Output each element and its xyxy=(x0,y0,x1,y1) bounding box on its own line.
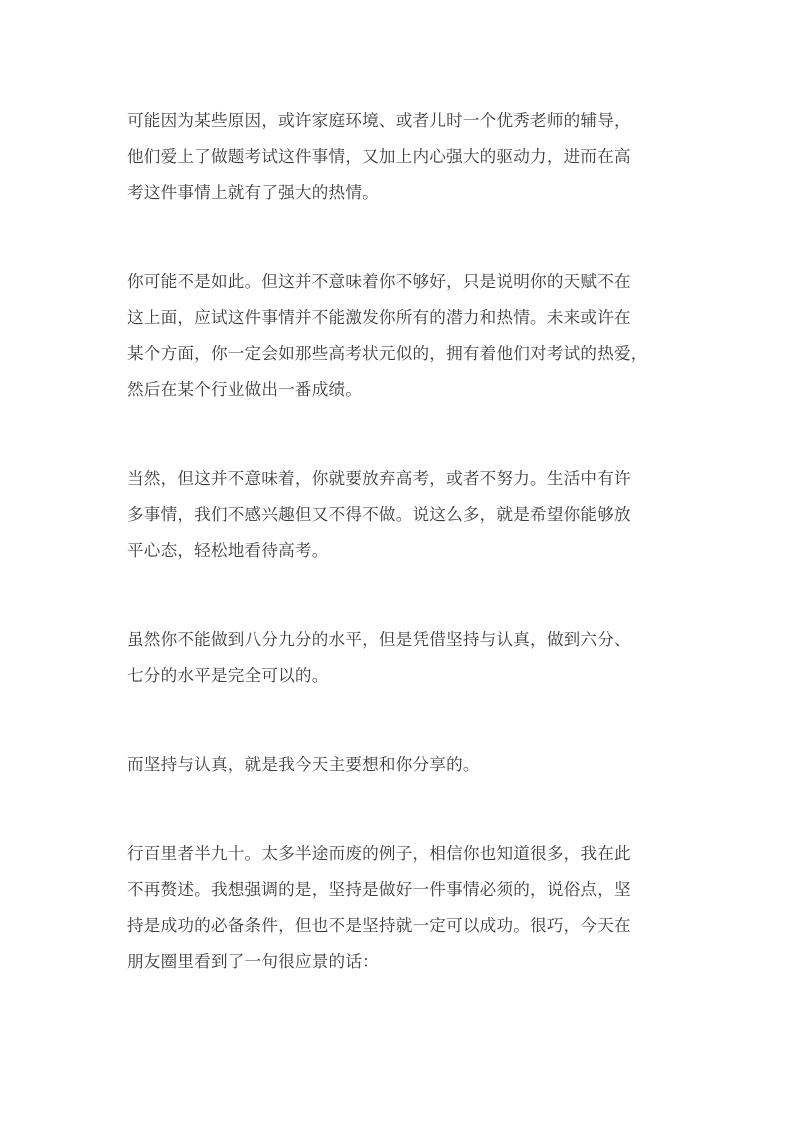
paragraph-gap xyxy=(127,211,672,264)
paragraph-gap xyxy=(127,694,672,747)
document-body xyxy=(127,103,672,980)
paragraph-2 xyxy=(127,264,672,408)
paragraph-1 xyxy=(127,103,672,211)
text-line: 然后在某个行业做出一番成绩。 xyxy=(127,380,363,399)
paragraph-3 xyxy=(127,461,672,569)
text-line: 可能因为某些原因，或许家庭环境、或者儿时一个优秀老师的辅导， xyxy=(127,111,631,130)
text-line: 不再赘述。我想强调的是，坚持是做好一件事情必须的，说俗点，坚 xyxy=(127,880,631,899)
text-line: 七分的水平是完全可以的。 xyxy=(127,666,329,685)
text-line: 多事情，我们不感兴趣但又不得不做。说这么多，就是希望你能够放 xyxy=(127,505,631,524)
paragraph-6 xyxy=(127,836,672,980)
paragraph-gap xyxy=(127,408,672,461)
text-line: 他们爱上了做题考试这件事情，又加上内心强大的驱动力，进而在高 xyxy=(127,147,631,166)
text-line: 朋友圈里看到了一句很应景的话： xyxy=(127,952,379,971)
text-line: 而坚持与认真，就是我今天主要想和你分享的。 xyxy=(127,755,480,774)
text-line: 你可能不是如此。但这并不意味着你不够好，只是说明你的天赋不在 xyxy=(127,272,631,291)
paragraph-gap xyxy=(127,783,672,836)
text-line: 虽然你不能做到八分九分的水平，但是凭借坚持与认真，做到六分、 xyxy=(127,630,631,649)
paragraph-gap xyxy=(127,569,672,622)
text-line: 考这件事情上就有了强大的热情。 xyxy=(127,183,379,202)
paragraph-5 xyxy=(127,747,672,783)
text-line: 某个方面，你一定会如那些高考状元似的，拥有着他们对考试的热爱， xyxy=(127,344,648,363)
text-line: 这上面，应试这件事情并不能激发你所有的潜力和热情。未来或许在 xyxy=(127,308,631,327)
text-line: 持是成功的必备条件，但也不是坚持就一定可以成功。很巧，今天在 xyxy=(127,916,631,935)
paragraph-4 xyxy=(127,622,672,694)
text-line: 平心态，轻松地看待高考。 xyxy=(127,541,329,560)
text-line: 行百里者半九十。太多半途而废的例子，相信你也知道很多，我在此 xyxy=(127,844,631,863)
text-line: 当然，但这并不意味着，你就要放弃高考，或者不努力。生活中有许 xyxy=(127,469,631,488)
